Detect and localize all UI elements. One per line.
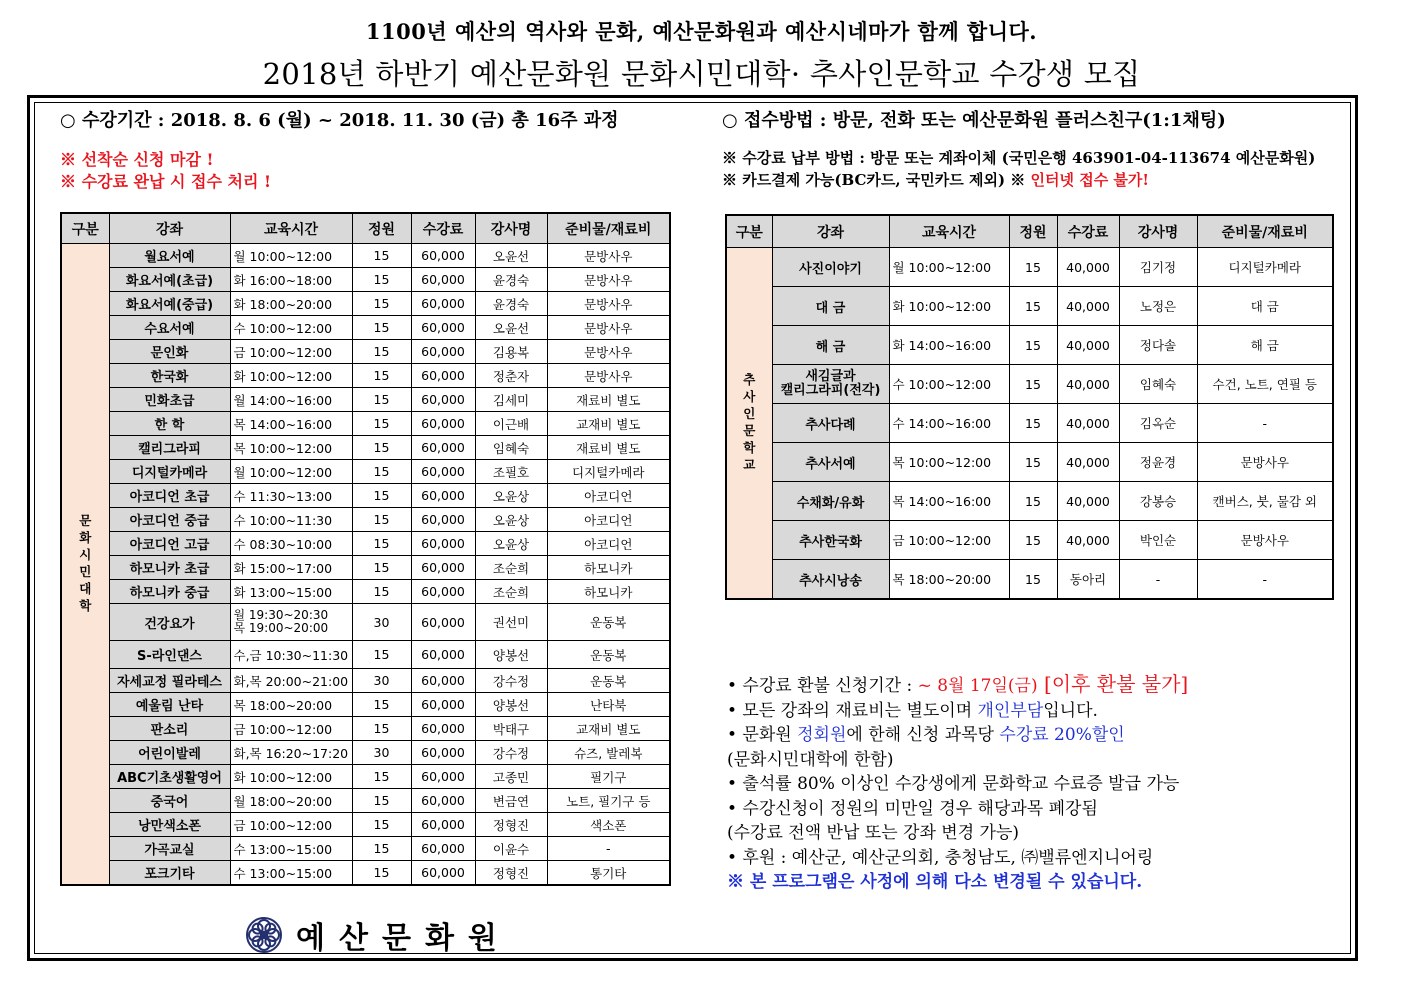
- period-info: ○ 수강기간 : 2018. 8. 6 (월) ~ 2018. 11. 30 (금) 총 16주 과정: [60, 110, 619, 131]
- instructor-cell: 김세미: [475, 388, 547, 412]
- course-name-cell: 수요서예: [109, 316, 230, 340]
- materials-cell: -: [1197, 404, 1333, 443]
- instructor-cell: 이근배: [475, 412, 547, 436]
- capacity-cell: 15: [352, 460, 411, 484]
- schedule-cell: 화 18:00~20:00: [230, 292, 352, 316]
- table-row: [726, 248, 1333, 287]
- capacity-cell: 15: [352, 813, 411, 837]
- capacity-cell: 15: [1009, 287, 1057, 326]
- schedule-cell: 화,목 16:20~17:20: [230, 741, 352, 765]
- refund-note: • 수강료 환불 신청기간 : ~ 8월 17일(금) [이후 환불 불가]: [727, 672, 1189, 696]
- table-row: [61, 268, 670, 292]
- instructor-cell: 고종민: [475, 765, 547, 789]
- instructor-cell: 임혜숙: [475, 436, 547, 460]
- schedule-cell: 수 10:00~11:30: [230, 508, 352, 532]
- instructor-cell: 이윤수: [475, 837, 547, 861]
- schedule-cell: 수 10:00~12:00: [889, 365, 1009, 404]
- card-info: ※ 카드결제 가능(BC카드, 국민카드 제외) ※ 인터넷 접수 불가!: [722, 171, 1149, 189]
- fee-cell: 60,000: [411, 741, 475, 765]
- fee-cell: 60,000: [411, 484, 475, 508]
- instructor-cell: 김옥순: [1119, 404, 1197, 443]
- materials-cell: 노트, 필기구 등: [547, 789, 670, 813]
- schedule-cell: 화 15:00~17:00: [230, 556, 352, 580]
- materials-cell: 하모니카: [547, 580, 670, 604]
- capacity-cell: 15: [352, 508, 411, 532]
- table-row: [61, 388, 670, 412]
- materials-cell: 운동복: [547, 641, 670, 669]
- notes-section: [727, 672, 1188, 895]
- fee-cell: 60,000: [411, 669, 475, 693]
- method-info: ○ 접수방법 : 방문, 전화 또는 예산문화원 플러스친구(1:1채팅): [722, 110, 1226, 131]
- capacity-cell: 15: [1009, 482, 1057, 521]
- schedule-cell: 수 13:00~15:00: [230, 837, 352, 861]
- materials-cell: 문방사우: [547, 364, 670, 388]
- column-header: 구분: [61, 213, 109, 244]
- capacity-cell: 15: [352, 340, 411, 364]
- schedule-cell: 수 08:30~10:00: [230, 532, 352, 556]
- capacity-cell: 30: [352, 669, 411, 693]
- instructor-cell: 김용복: [475, 340, 547, 364]
- materials-cell: 아코디언: [547, 484, 670, 508]
- schedule-cell: 수 14:00~16:00: [889, 404, 1009, 443]
- course-name-cell: 가곡교실: [109, 837, 230, 861]
- instructor-cell: 정윤경: [1119, 443, 1197, 482]
- fee-cell: 60,000: [411, 436, 475, 460]
- course-name-cell: 하모니카 중급: [109, 580, 230, 604]
- fee-cell: 40,000: [1057, 287, 1119, 326]
- schedule-cell: 금 10:00~12:00: [230, 717, 352, 741]
- column-header: 준비물/재료비: [1197, 215, 1333, 248]
- capacity-cell: 15: [352, 364, 411, 388]
- column-header: 강좌: [772, 215, 889, 248]
- capacity-cell: 15: [352, 532, 411, 556]
- schedule-cell: 화 14:00~16:00: [889, 326, 1009, 365]
- table-row: [61, 340, 670, 364]
- fee-cell: 60,000: [411, 580, 475, 604]
- materials-cell: 난타북: [547, 693, 670, 717]
- schedule-cell: 화 10:00~12:00: [230, 364, 352, 388]
- table-row: [61, 693, 670, 717]
- schedule-cell: 월 10:00~12:00: [889, 248, 1009, 287]
- table-row: [61, 789, 670, 813]
- instructor-cell: -: [1119, 560, 1197, 600]
- capacity-cell: 15: [352, 412, 411, 436]
- capacity-cell: 30: [352, 741, 411, 765]
- sponsor-note: • 후원 : 예산군, 예산군의회, 충청남도, ㈜밸류엔지니어링: [727, 847, 1154, 868]
- instructor-cell: 김기정: [1119, 248, 1197, 287]
- course-name-cell: 추사한국화: [772, 521, 889, 560]
- instructor-cell: 변금연: [475, 789, 547, 813]
- materials-cell: 교재비 별도: [547, 412, 670, 436]
- capacity-cell: 15: [352, 580, 411, 604]
- capacity-cell: 15: [352, 244, 411, 268]
- table-row: [61, 532, 670, 556]
- schedule-cell: 화 10:00~12:00: [889, 287, 1009, 326]
- instructor-cell: 임혜숙: [1119, 365, 1197, 404]
- fee-cell: 60,000: [411, 340, 475, 364]
- instructor-cell: 노정은: [1119, 287, 1197, 326]
- schedule-cell: 금 10:00~12:00: [889, 521, 1009, 560]
- schedule-cell: 월 18:00~20:00: [230, 789, 352, 813]
- capacity-cell: 15: [352, 837, 411, 861]
- schedule-cell: 화 16:00~18:00: [230, 268, 352, 292]
- notice-first-come: ※ 선착순 신청 마감 !: [60, 150, 214, 169]
- capacity-cell: 15: [352, 789, 411, 813]
- chusa-school-table: [725, 214, 1334, 600]
- materials-cell: 디지털카메라: [1197, 248, 1333, 287]
- capacity-cell: 15: [1009, 521, 1057, 560]
- materials-cell: 아코디언: [547, 532, 670, 556]
- notice-payment: ※ 수강료 완납 시 접수 처리 !: [60, 172, 272, 191]
- schedule-cell: 월 14:00~16:00: [230, 388, 352, 412]
- materials-cell: 통기타: [547, 861, 670, 886]
- course-name-cell: 추사시낭송: [772, 560, 889, 600]
- fee-cell: 60,000: [411, 837, 475, 861]
- course-name-cell: 수채화/유화: [772, 482, 889, 521]
- instructor-cell: 오윤선: [475, 316, 547, 340]
- materials-cell: 해 금: [1197, 326, 1333, 365]
- course-name-cell: 해 금: [772, 326, 889, 365]
- materials-cell: 수건, 노트, 연필 등: [1197, 365, 1333, 404]
- instructor-cell: 오윤상: [475, 484, 547, 508]
- materials-cell: 문방사우: [547, 244, 670, 268]
- fee-cell: 60,000: [411, 412, 475, 436]
- course-name-cell: 한 학: [109, 412, 230, 436]
- materials-cell: 슈즈, 발레복: [547, 741, 670, 765]
- schedule-cell: 목 14:00~16:00: [889, 482, 1009, 521]
- fee-cell: 40,000: [1057, 248, 1119, 287]
- page-title: 2018년 하반기 예산문화원 문화시민대학· 추사인문학교 수강생 모집: [262, 57, 1141, 91]
- schedule-cell: 목 18:00~20:00: [230, 693, 352, 717]
- table-row: [61, 580, 670, 604]
- attendance-note: • 출석률 80% 이상인 수강생에게 문화학교 수료증 발급 가능: [727, 774, 1180, 794]
- capacity-cell: 15: [352, 765, 411, 789]
- schedule-cell: 화 10:00~12:00: [230, 765, 352, 789]
- course-name-cell: S-라인댄스: [109, 641, 230, 669]
- column-header: 정원: [1009, 215, 1057, 248]
- materials-cell: 재료비 별도: [547, 388, 670, 412]
- instructor-cell: 오윤선: [475, 244, 547, 268]
- materials-cell: 운동복: [547, 604, 670, 641]
- capacity-cell: 15: [352, 388, 411, 412]
- materials-cell: 운동복: [547, 669, 670, 693]
- course-name-cell: 아코디언 초급: [109, 484, 230, 508]
- fee-cell: 60,000: [411, 813, 475, 837]
- flower-emblem-icon: [244, 915, 284, 955]
- schedule-cell: 수 11:30~13:00: [230, 484, 352, 508]
- course-name-cell: 중국어: [109, 789, 230, 813]
- column-header: 수강료: [411, 213, 475, 244]
- table-row: [61, 641, 670, 669]
- table-row: [726, 404, 1333, 443]
- instructor-cell: 오윤상: [475, 508, 547, 532]
- capacity-cell: 15: [1009, 248, 1057, 287]
- column-header: 구분: [726, 215, 772, 248]
- table-row: [726, 326, 1333, 365]
- instructor-cell: 조필호: [475, 460, 547, 484]
- materials-cell: -: [547, 837, 670, 861]
- table-row: [61, 508, 670, 532]
- course-name-cell: 아코디언 중급: [109, 508, 230, 532]
- fee-cell: 60,000: [411, 556, 475, 580]
- table-row: [61, 717, 670, 741]
- materials-cell: 하모니카: [547, 556, 670, 580]
- fee-cell: 60,000: [411, 244, 475, 268]
- member-discount-note: • 문화원 정회원에 한해 신청 과목당 수강료 20%할인: [727, 725, 1125, 745]
- materials-cell: 문방사우: [1197, 521, 1333, 560]
- member-discount-sub: (문화시민대학에 한함): [727, 749, 894, 770]
- fee-cell: 60,000: [411, 693, 475, 717]
- fee-cell: 60,000: [411, 861, 475, 886]
- course-name-cell: 화요서예(중급): [109, 292, 230, 316]
- cancel-sub-note: (수강료 전액 반납 또는 강좌 변경 가능): [727, 823, 1020, 843]
- table-row: [61, 813, 670, 837]
- table-row: [61, 556, 670, 580]
- fee-cell: 60,000: [411, 765, 475, 789]
- table-row: [61, 837, 670, 861]
- capacity-cell: 15: [352, 292, 411, 316]
- column-header: 강사명: [1119, 215, 1197, 248]
- materials-cell: 아코디언: [547, 508, 670, 532]
- payment-info: ※ 수강료 납부 방법 : 방문 또는 계좌이체 (국민은행 463901-04-113674 예산문화원): [722, 149, 1316, 167]
- table-row: [61, 669, 670, 693]
- schedule-cell: 화,목 20:00~21:00: [230, 669, 352, 693]
- materials-cell: 디지털카메라: [547, 460, 670, 484]
- fee-cell: 60,000: [411, 292, 475, 316]
- column-header: 강사명: [475, 213, 547, 244]
- culture-college-table: [60, 212, 671, 886]
- table-header-row: [61, 213, 670, 244]
- schedule-cell: 목 10:00~12:00: [889, 443, 1009, 482]
- capacity-cell: 30: [352, 604, 411, 641]
- table-row: [726, 443, 1333, 482]
- category-cell: 문화시민대학: [61, 244, 109, 886]
- fee-cell: 40,000: [1057, 326, 1119, 365]
- table-row: [61, 460, 670, 484]
- fee-cell: 60,000: [411, 641, 475, 669]
- instructor-cell: 정다솔: [1119, 326, 1197, 365]
- table-row: [61, 292, 670, 316]
- column-header: 수강료: [1057, 215, 1119, 248]
- fee-cell: 60,000: [411, 789, 475, 813]
- course-name-cell: 하모니카 초급: [109, 556, 230, 580]
- capacity-cell: 15: [1009, 560, 1057, 600]
- cancel-note: • 수강신청이 정원의 미만일 경우 해당과목 폐강됨: [727, 798, 1098, 819]
- materials-cell: 문방사우: [1197, 443, 1333, 482]
- instructor-cell: 박인순: [1119, 521, 1197, 560]
- capacity-cell: 15: [352, 861, 411, 886]
- schedule-cell: 수,금 10:30~11:30: [230, 641, 352, 669]
- schedule-cell: 목 10:00~12:00: [230, 436, 352, 460]
- instructor-cell: 조순희: [475, 556, 547, 580]
- course-name-cell: ABC기초생활영어: [109, 765, 230, 789]
- materials-cell: 문방사우: [547, 268, 670, 292]
- course-name-cell: 새김글과 캘리그라피(전각): [772, 365, 889, 404]
- org-name: 예산문화원: [296, 921, 511, 956]
- schedule-cell: 월 10:00~12:00: [230, 460, 352, 484]
- materials-cell: -: [1197, 560, 1333, 600]
- table-row: [726, 482, 1333, 521]
- capacity-cell: 15: [1009, 365, 1057, 404]
- fee-cell: 40,000: [1057, 521, 1119, 560]
- capacity-cell: 15: [352, 484, 411, 508]
- table-row: [726, 521, 1333, 560]
- capacity-cell: 15: [352, 641, 411, 669]
- instructor-cell: 강수정: [475, 669, 547, 693]
- table-row: [61, 484, 670, 508]
- instructor-cell: 정춘자: [475, 364, 547, 388]
- materials-cell: 문방사우: [547, 316, 670, 340]
- table-row: [61, 364, 670, 388]
- materials-cell: 문방사우: [547, 292, 670, 316]
- capacity-cell: 15: [352, 316, 411, 340]
- fee-cell: 40,000: [1057, 443, 1119, 482]
- materials-cell: 캔버스, 붓, 물감 외: [1197, 482, 1333, 521]
- instructor-cell: 오윤상: [475, 532, 547, 556]
- schedule-cell: 금 10:00~12:00: [230, 813, 352, 837]
- course-name-cell: 판소리: [109, 717, 230, 741]
- subtitle: 1100년 예산의 역사와 문화, 예산문화원과 예산시네마가 함께 합니다.: [365, 19, 1038, 44]
- fee-cell: 60,000: [411, 717, 475, 741]
- internet-notice: 인터넷 접수 불가!: [1030, 171, 1149, 189]
- schedule-cell: 수 10:00~12:00: [230, 316, 352, 340]
- course-name-cell: 사진이야기: [772, 248, 889, 287]
- fee-cell: 60,000: [411, 268, 475, 292]
- course-name-cell: 캘리그라피: [109, 436, 230, 460]
- schedule-cell: 월 10:00~12:00: [230, 244, 352, 268]
- table-header-row: [726, 215, 1333, 248]
- capacity-cell: 15: [352, 268, 411, 292]
- instructor-cell: 박태구: [475, 717, 547, 741]
- course-name-cell: 문인화: [109, 340, 230, 364]
- fee-cell: 60,000: [411, 508, 475, 532]
- course-name-cell: 월요서예: [109, 244, 230, 268]
- course-name-cell: 추사다례: [772, 404, 889, 443]
- fee-cell: 40,000: [1057, 482, 1119, 521]
- column-header: 정원: [352, 213, 411, 244]
- schedule-cell: 목 18:00~20:00: [889, 560, 1009, 600]
- table-row: [61, 412, 670, 436]
- instructor-cell: 양봉선: [475, 693, 547, 717]
- capacity-cell: 15: [1009, 326, 1057, 365]
- course-name-cell: 건강요가: [109, 604, 230, 641]
- materials-cell: 필기구: [547, 765, 670, 789]
- course-name-cell: 민화초급: [109, 388, 230, 412]
- column-header: 강좌: [109, 213, 230, 244]
- fee-cell: 40,000: [1057, 404, 1119, 443]
- fee-cell: 60,000: [411, 388, 475, 412]
- change-notice: ※ 본 프로그램은 사정에 의해 다소 변경될 수 있습니다.: [727, 872, 1143, 892]
- capacity-cell: 15: [352, 556, 411, 580]
- course-name-cell: 한국화: [109, 364, 230, 388]
- fee-cell: 60,000: [411, 364, 475, 388]
- materials-cell: 색소폰: [547, 813, 670, 837]
- material-note: • 모든 강좌의 재료비는 별도이며 개인부담입니다.: [727, 700, 1098, 721]
- schedule-cell: 화 13:00~15:00: [230, 580, 352, 604]
- instructor-cell: 강봉승: [1119, 482, 1197, 521]
- materials-cell: 교재비 별도: [547, 717, 670, 741]
- materials-cell: 대 금: [1197, 287, 1333, 326]
- instructor-cell: 권선미: [475, 604, 547, 641]
- instructor-cell: 윤경숙: [475, 268, 547, 292]
- course-name-cell: 포크기타: [109, 861, 230, 886]
- footer-logo: [244, 913, 511, 957]
- course-name-cell: 어린이발레: [109, 741, 230, 765]
- instructor-cell: 정형진: [475, 861, 547, 886]
- schedule-cell: 수 13:00~15:00: [230, 861, 352, 886]
- fee-cell: 60,000: [411, 604, 475, 641]
- fee-cell: 60,000: [411, 532, 475, 556]
- instructor-cell: 조순희: [475, 580, 547, 604]
- column-header: 교육시간: [230, 213, 352, 244]
- course-name-cell: 추사서예: [772, 443, 889, 482]
- course-name-cell: 디지털카메라: [109, 460, 230, 484]
- capacity-cell: 15: [1009, 404, 1057, 443]
- table-row: [726, 287, 1333, 326]
- table-row: [726, 560, 1333, 600]
- instructor-cell: 강수정: [475, 741, 547, 765]
- schedule-cell: 금 10:00~12:00: [230, 340, 352, 364]
- schedule-cell: 목 14:00~16:00: [230, 412, 352, 436]
- table-row: [61, 861, 670, 886]
- column-header: 교육시간: [889, 215, 1009, 248]
- instructor-cell: 양봉선: [475, 641, 547, 669]
- fee-cell: 40,000: [1057, 365, 1119, 404]
- schedule-cell: 월 19:30~20:30 목 19:00~20:00: [230, 604, 352, 641]
- fee-cell: 동아리: [1057, 560, 1119, 600]
- capacity-cell: 15: [352, 436, 411, 460]
- course-name-cell: 화요서예(초급): [109, 268, 230, 292]
- category-cell: 추사인문학교: [726, 248, 772, 600]
- table-row: [61, 604, 670, 641]
- course-name-cell: 자세교정 필라테스: [109, 669, 230, 693]
- table-row: [61, 741, 670, 765]
- capacity-cell: 15: [352, 717, 411, 741]
- table-row: [61, 765, 670, 789]
- fee-cell: 60,000: [411, 460, 475, 484]
- capacity-cell: 15: [352, 693, 411, 717]
- materials-cell: 문방사우: [547, 340, 670, 364]
- course-name-cell: 낭만색소폰: [109, 813, 230, 837]
- instructor-cell: 정형진: [475, 813, 547, 837]
- table-row: [61, 316, 670, 340]
- table-row: [61, 436, 670, 460]
- table-row: [726, 365, 1333, 404]
- column-header: 준비물/재료비: [547, 213, 670, 244]
- course-name-cell: 대 금: [772, 287, 889, 326]
- course-name-cell: 아코디언 고급: [109, 532, 230, 556]
- course-name-cell: 예울림 난타: [109, 693, 230, 717]
- fee-cell: 60,000: [411, 316, 475, 340]
- instructor-cell: 윤경숙: [475, 292, 547, 316]
- materials-cell: 재료비 별도: [547, 436, 670, 460]
- table-row: [61, 244, 670, 268]
- capacity-cell: 15: [1009, 443, 1057, 482]
